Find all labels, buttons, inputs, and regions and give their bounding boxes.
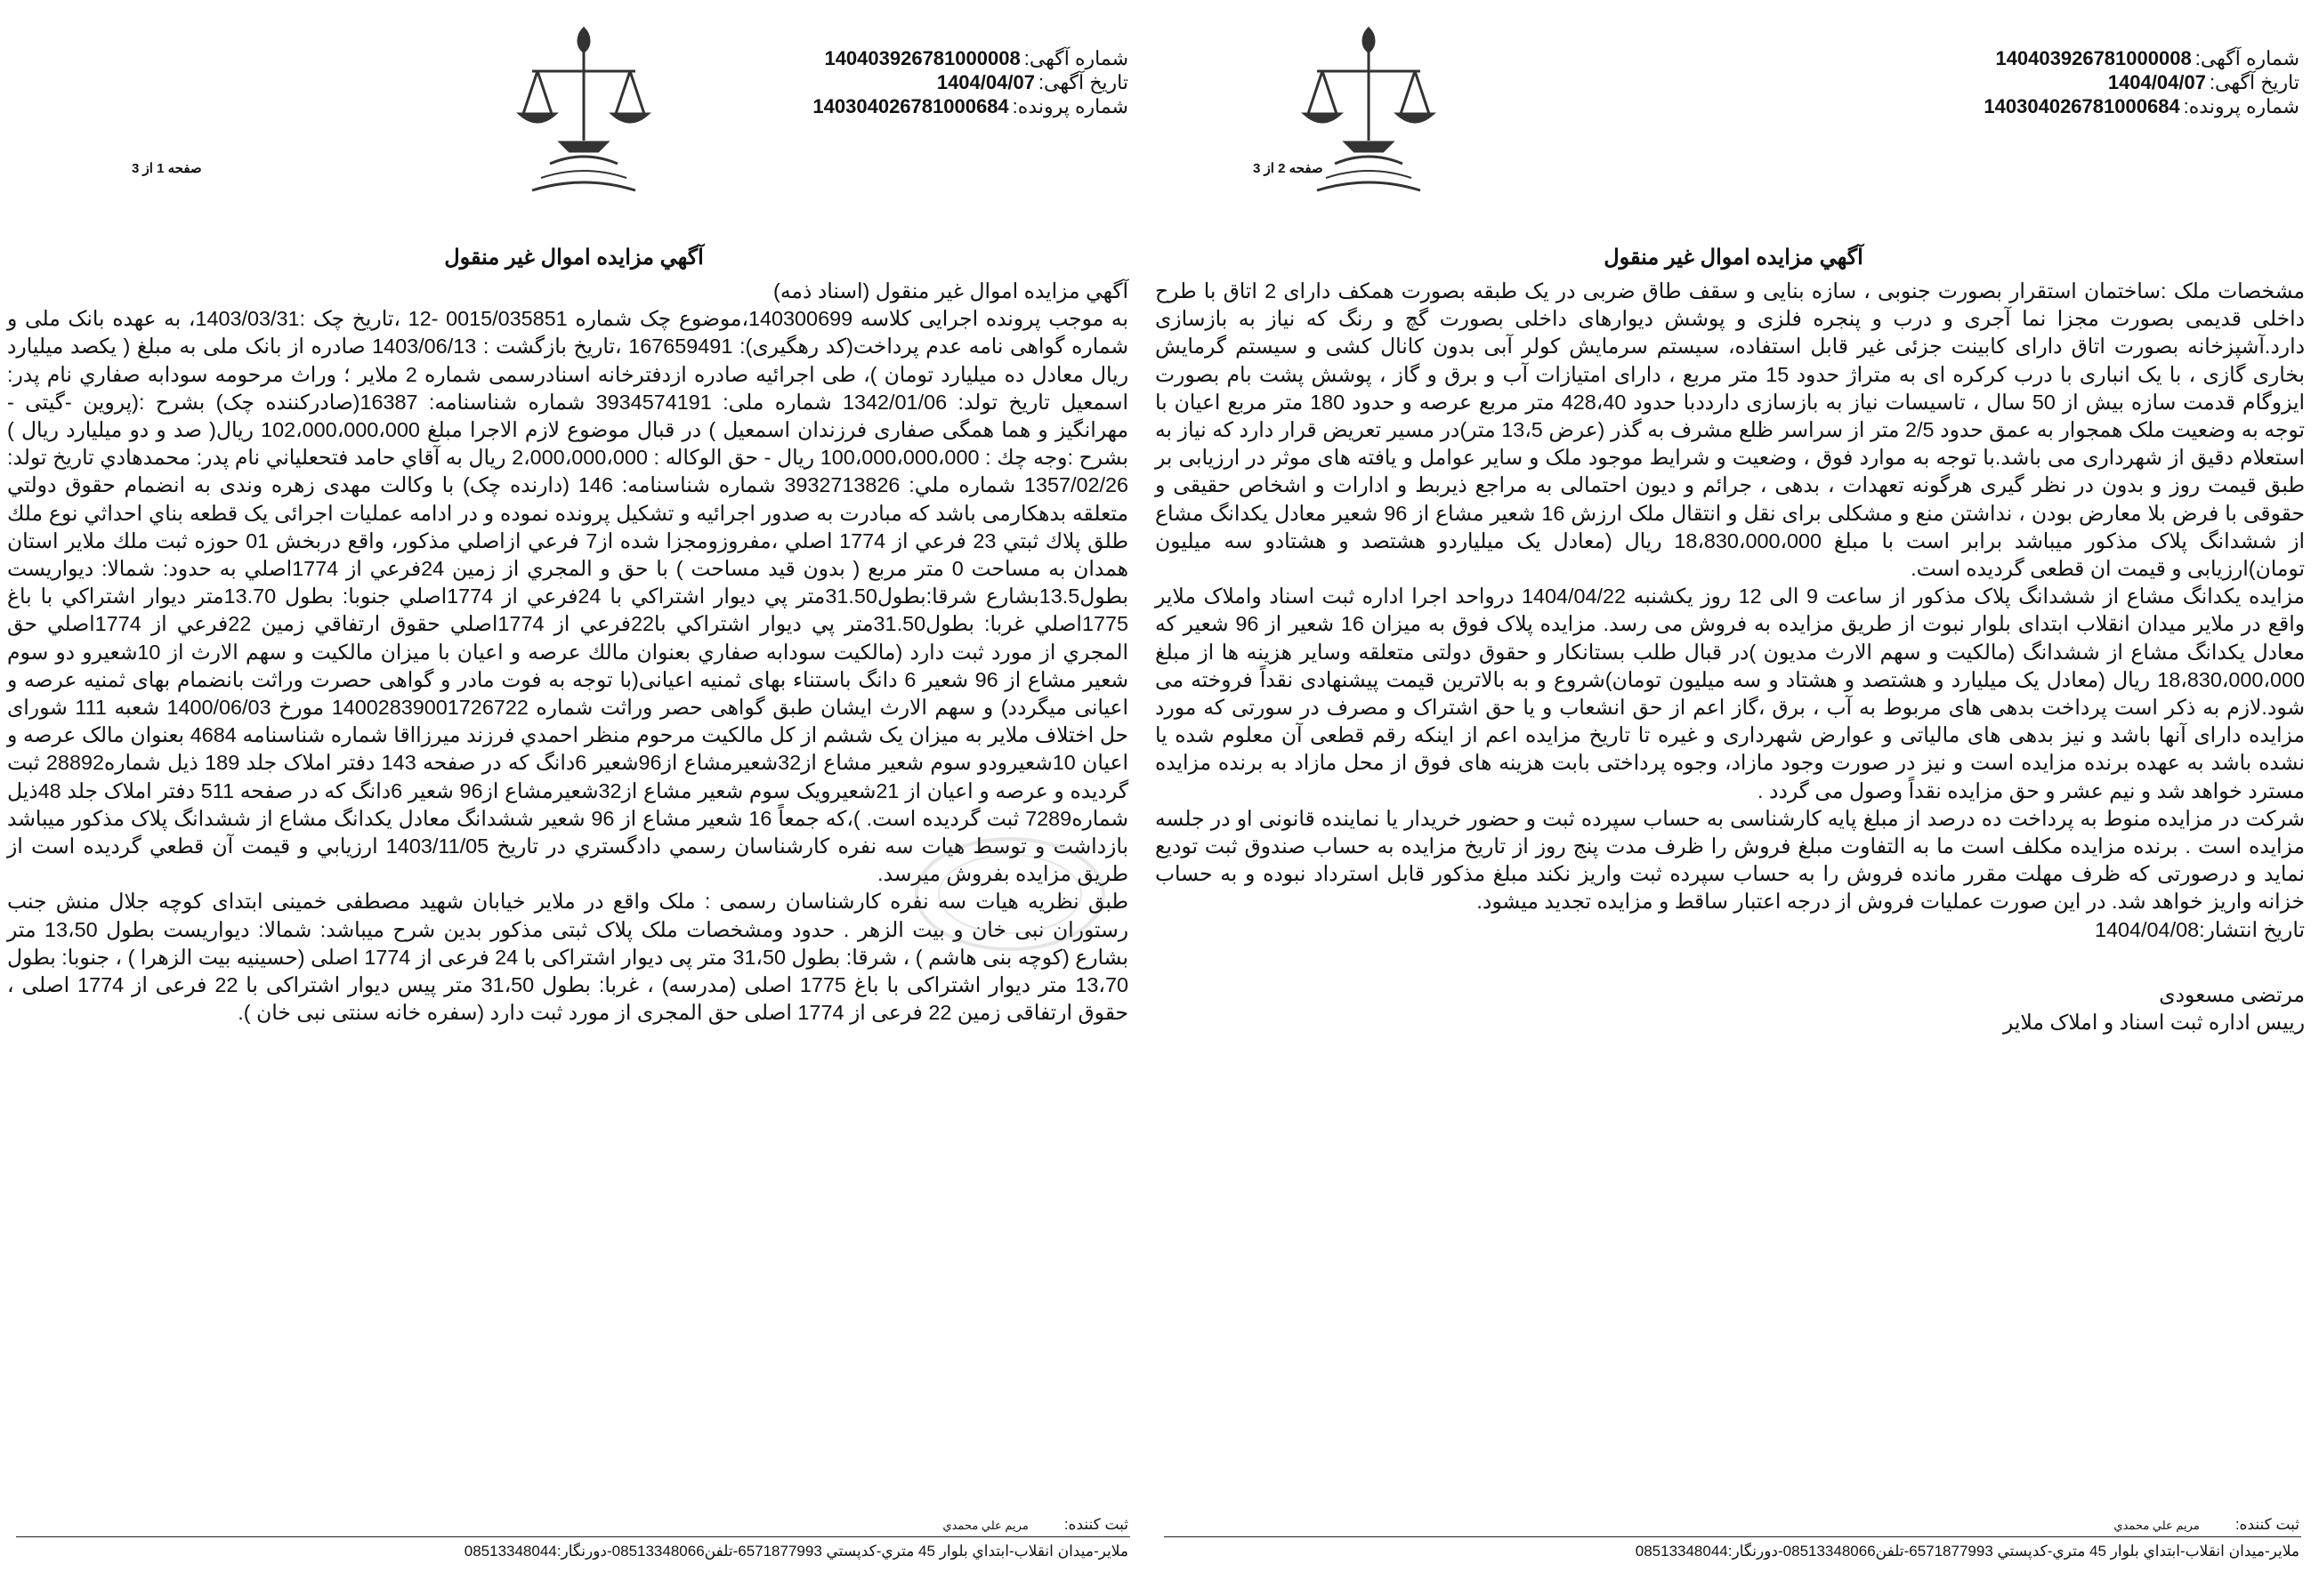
file-number: 140304026781000684	[812, 95, 1009, 117]
publication-date: تاریخ انتشار:1404/04/08	[2095, 917, 2305, 941]
paragraph-property-specs: مشخصات ملک :ساختمان استقرار بصورت جنوبی ، سازه بنایی و سقف طاق ضربی در یک طبقه بصورت همکف دارای 2 اتاق با طرح داخلی قدیمی بصورت مجزا نما آجری و درب و پنجره فلزی و پوشش دیوارهای داخلی بصورت گچ و رنگ که نیاز به بازسازی دارد.آشپزخانه بصورت اتاق دارای کابینت جزئی غیر قابل استفاده، سیستم سرمایش کولر آبی بدون کانال کشی و سیستم گرمایش بخاری گازی ، با یک انباری با درب کرکره ای به متراژ حدود 15 متر مربع ، دارای امتیازات آب و برق و گاز ، پوشش پشت بام بصورت ایزوگام قدمت سازه بیش از 50 سال ، تاسیسات نیاز به بازسازی دارددبا حدود 428،40 متر مربع عرصه و حدود 180 متر مربع اعیان با توجه به وضعیت ملک همجوار به عمق حدود 2/5 متر از سراسر ظلع مشرف به گذر (عرض 13،5 متر)در مسیر تعریض قرار دارد که نیاز به استعلام دقیق از شهرداری می باشد.با توجه به موارد فوق ، وضعیت و شرایط موجود ملک و سایر عوامل و یافته های موثر در ارزیابی بر طبق قیمت روز و بدون در نظر گیری هرگونه تعهدات ، بدهی ، جرائم و دیون احتمالی به مراجع ذیربط و ادارات و اشخاص حقیقی و حقوقی با فرض بلا معارض بودن ، نداشتن منع و مشکلی برای نقل و انتقال ملک ارزش 16 شعیر مشاع از 96 شعیر معادل یکدانگ مشاع از ششدانگ پلاک مذکور میباشد برابر است با مبلغ 18،830،000،000 ریال (معادل یک میلیاردو هشتصد و هشتادو سه میلیون تومان)ارزیابی و قیمت ان قطعی گردیده است.	[1155, 279, 2306, 581]
file-number-label: شماره پرونده:	[1012, 95, 1128, 117]
ad-date-label: تاریخ آگهی:	[2209, 71, 2299, 93]
ad-number-row	[812, 46, 1128, 70]
watermark-stamp-icon	[908, 827, 1112, 961]
ad-date: 1404/04/07	[2107, 71, 2206, 93]
office-address: ملاير-ميدان انقلاب-ابتداي بلوار 45 متري-كدپستي 6571877993-تلفن08513348066-دورنگار:08513348044	[1635, 1543, 2299, 1560]
file-number: 140304026781000684	[1984, 95, 2180, 117]
page-2	[1148, 0, 2319, 1596]
footer-divider	[1164, 1536, 2301, 1537]
paragraph-auction-terms: مزایده یکدانگ مشاع از ششدانگ پلاک مذکور از ساعت 9 الی 12 روز یکشنبه 1404/04/22 درواحد اجرا اداره ثبت اسناد واملاک ملایر واقع در ملایر میدان انقلاب ابتدای بلوار نبوت از طریق مزایده به فروش می رسد. مزایده پلاک فوق به میزان 16 شعیر از 96 شعیر که معادل یکدانگ مشاع از ششدانگ (مالکیت و سهم الارث مدیون )در قبال طلب بستانکار و حقوق دولتی متعلقه وسایر هزینه ها از مبلغ 18،830،000،000 ریال (معادل یک میلیارد و هشتصد و هشتاد و سه میلیون تومان)شروع و به بالاترین قیمت پیشنهادی نقداً فروخته می شود.لازم به ذکر است پرداخت بدهی های مربوط به آب ، برق ،گاز اعم از حق انشعاب و یا حق اشتراک و مصرف در سورتی که مورد مزایده دارای آنها باشد و نیز بدهی های مالیاتی و عوارض شهرداری و غیره تا تاریخ مزایده اعم از اینکه رقم قطعی آن معلوم شده یا نشده باشد به عهده برنده مزایده است و نیز در صورت وجود مازاد، وجوه پرداختی بابت هزینه های فوق از محل مازاد به برنده مزایده مسترد خواهد شد و نیم عشر و حق مزایده نقداً وصول می گردد .	[1155, 584, 2306, 802]
footer-divider	[16, 1536, 1130, 1537]
recorder	[942, 1516, 1128, 1534]
paragraph-expert-opinion: طبق نظریه هیات سه نفره کارشناسان رسمی : ملک واقع در ملایر خیابان شهید مصطفی خمینی ابتدای کوچه جلال منش جنب رستوران نبی خان و بیت الزهر . حدود ومشخصات ملک پلاک ثبتی مذکور بدین شرح میباشد: شمالا: دیواریست بطول 13،50 متر بشارع (کوچه بنی هاشم ) ، شرقا: بطول 31،50 متر پی دیوار اشتراکی با 24 فرعی از 1774 اصلی (حسینیه بیت الزهرا ) ، جنوبا: بطول 13،70 متر دیوار اشتراکی با باغ 1775 اصلی (مدرسه) ، غربا: بطول 31،50 متر پیس دیوار اشتراکی با 22 فرعی از 1774 اصلی ، حقوق ارتفاقی زمین 22 فرعی از 1774 اصلی حق المجری از مورد ثبت دارد (سفره خانه سنتی نبی خان ).	[7, 890, 1128, 1025]
judiciary-emblem-icon	[505, 16, 662, 208]
recorder-label: ثبت کننده:	[2234, 1516, 2299, 1533]
office-address: ملاير-ميدان انقلاب-ابتداي بلوار 45 متري-كدپستي 6571877993-تلفن08513348066-دورنگار:08513348044	[464, 1543, 1128, 1560]
recorder	[2113, 1516, 2299, 1534]
ad-metadata	[1984, 46, 2299, 118]
ad-number-label: شماره آگهی:	[1023, 47, 1128, 69]
notice-body	[1155, 278, 2305, 1036]
page-1	[0, 0, 1148, 1596]
signatory-title: رییس اداره ثبت اسناد و املاک ملایر	[2003, 1011, 2305, 1035]
paragraph-enforcement-case: به موجب پرونده اجرایی کلاسه 140300699،موضوع چک شماره 0015/035851 -12 ،تاریخ چک :1403/03/31، به عهده بانک ملی و شماره گواهی نامه عدم پرداخت(کد رهگیری): 167659491 ،تاریخ بازگشت : 1403/06/13 صادره از بانک ملی به مبلغ ( یکصد میلیارد ریال معادل ده میلیارد تومان )، طی اجرائیه صادره ازدفترخانه اسنادرسمی شماره 2 ملایر ؛ وراث مرحومه سودابه صفاري نام پدر: اسمعیل تاریخ تولد: 1342/01/06 شماره ملی: 3934574191 شماره شناسنامه: 16387(صادرکننده چک) بشرح :(پروین -گیتی - مهرانگیز و هما همگی صفاری فرزندان اسمعیل ) در قبال موضوع لازم الاجرا مبلغ 102،000،000،000 ریال( صد و دو میلیارد ریال ) بشرح :وجه چك : 100،000،000،000 ريال - حق الوكاله : 2،000،000،000 ريال به آقاي حامد فتحعلياني نام پدر: محمدهادي تاريخ تولد: 1357/02/26 شماره ملي: 3932713826 شماره شناسنامه: 146 (دارنده چک) با وکالت مهدی زهره وندی به انضمام حقوق دولتي متعلقه بدهکارمی باشد که مبادرت به صدور اجرائیه و تشکیل پرونده نموده و در ادامه عملیات اجرائی یک قطعه بناي احداثي نوع ملك طلق پلاك ثبتي 23 فرعي از 1774 اصلي ،مفروزومجزا شده از7 فرعي ازاصلي مذكور، واقع دربخش 01 حوزه ثبت ملك ملاير استان همدان به مساحت 0 متر مربع ( بدون قيد مساحت ) با حق و المجري از زمين 24فرعي از 1774اصلي به حدود: شمالا: ديواريست بطول13.5بشارع شرقا:بطول31.50متر پي ديوار اشتراكي با 24فرعي از 1774اصلي جنوبا: بطول 13.70متر ديوار اشتراكي با باغ 1775اصلي غربا: بطول31.50متر پي ديوار اشتراكي با22فرعي از 1774اصلي حقوق ارتفاقي زمين 22فرعي از 1774اصلي حق المجري از مورد ثبت دارد (مالكيت سودابه صفاري بعنوان مالك عرصه و اعيان با ميزان مالكيت و سهم الارث از 10شعيرو دو سوم شعير مشاع از 96 شعير 6 دانگ باستناء بهای ثمنیه اعیانی(با توجه به فوت مادر و گواهی حصرت وراثت بانضمام بهای ثمنیه عرصه و اعیانی میگردد) و سهم الارث ایشان طبق گواهی حصر وراثت شماره 14002839001726722 مورخ 1400/06/03 شعبه 111 شورای حل اختلاف ملایر به میزان یک ششم از کل مالکیت مرحوم منظر احمدي فرزند میرزااقا شماره شناسنامه 4684 بعنوان مالک عرصه و اعیان 10شعیرودو سوم شعیر مشاع از32شعیرمشاع از96شعیر 6دانگ که در صفحه 143 دفتر املاک جلد 189 ذیل شماره28892 ثبت گردیده و عرصه و اعیان از 21شعیرویک سوم شعیر مشاع از32شعیرمشاع از96 شعیر 6دانگ که در صفحه 511 دفتر املاک جلد 48ذیل شماره7289 ثبت گردیده است. )،که جمعاً 16 شعیر مشاع از 96 شعیر ششدانگ معادل یکدانگ مشاع از ششدانگ پلاک مذکور میباشد بازداشت و توسط هیات سه نفره کارشناسان رسمي دادگستري در تاريخ 1403/11/05 ارزيابي و قيمت آن قطعي گرديده است از طريق مزايده بفروش ميرسد.	[7, 307, 1129, 886]
notice-subtitle: آگهي مزايده اموال غير منقول (اسناد ذمه)	[773, 279, 1128, 302]
ad-number: 140403926781000008	[824, 47, 1021, 69]
recorder-name: مريم علي محمدي	[942, 1519, 1029, 1532]
recorder-name: مريم علي محمدي	[2113, 1519, 2200, 1532]
ad-number-row	[1984, 46, 2299, 70]
file-number-row	[1984, 94, 2299, 118]
recorder-label: ثبت کننده:	[1063, 1516, 1128, 1533]
page-number: صفحه 1 از 3	[132, 161, 202, 176]
ad-number: 140403926781000008	[1995, 47, 2192, 69]
ad-date-label: تاریخ آگهی:	[1038, 71, 1128, 93]
file-number-label: شماره پرونده:	[2183, 95, 2299, 117]
signatory-name: مرتضی مسعودی	[2159, 982, 2305, 1006]
ad-date-row	[812, 70, 1128, 94]
ad-number-label: شماره آگهی:	[2194, 47, 2299, 69]
ad-date: 1404/04/07	[936, 71, 1035, 93]
file-number-row	[812, 94, 1128, 118]
page-title: آگهي مزايده اموال غير منقول	[1604, 246, 1863, 270]
paragraph-participation: شرکت در مزایده منوط به پرداخت ده درصد از مبلغ پایه کارشناسی به حساب سپرده ثبت و حضور خریدار یا نماینده قانونی او در جلسه مزایده است . برنده مزایده مکلف است ما به التفاوت مبلغ فروش را ظرف مدت پنج روز از تاریخ مزایده به حساب صندوق ثبت تودیع نماید و درصورتی که ظرف مهلت مقرر مانده فروش را به حساب سپرده ثبت واریز نکند مبلغ مذکور قابل استرداد نبوده و به حساب خزانه واریز خواهد شد. در این صورت عملیات فروش از درجه اعتبار ساقط و مزایده تجدید میشود.	[1155, 806, 2305, 914]
ad-date-row	[1984, 70, 2299, 94]
judiciary-emblem-icon	[1290, 16, 1447, 208]
ad-metadata	[812, 46, 1128, 118]
page-title: آگهي مزايده اموال غير منقول	[444, 246, 704, 270]
page-number: صفحه 2 از 3	[1253, 161, 1323, 176]
